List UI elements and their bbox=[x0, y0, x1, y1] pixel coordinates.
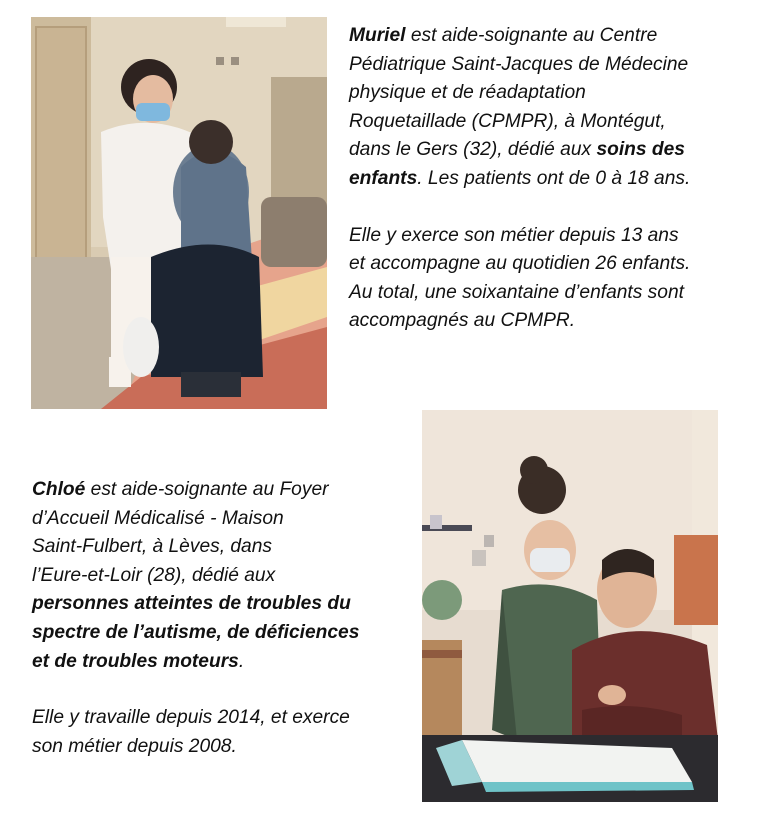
bold-text-run: enfants bbox=[349, 167, 418, 189]
photo-chloe-with-resident bbox=[422, 410, 718, 802]
bold-text-run: spectre de l’autisme, de déficiences bbox=[32, 621, 360, 643]
bold-text-run: Muriel bbox=[349, 25, 406, 46]
text-run: Elle y exerce son métier depuis 13 ans bbox=[349, 224, 679, 246]
text-run: est aide-soignante au Foyer bbox=[85, 479, 329, 500]
muriel-paragraph-1 bbox=[349, 22, 769, 194]
text-run: Elle y travaille depuis 2014, et exerce bbox=[32, 707, 350, 729]
text-run: accompagnés au CPMPR. bbox=[349, 310, 576, 332]
bold-text-run: soins des bbox=[596, 139, 685, 161]
text-run: physique et de réadaptation bbox=[349, 82, 586, 104]
text-run: l’Eure-et-Loir (28), dédié aux bbox=[32, 564, 276, 586]
muriel-paragraph-2 bbox=[349, 222, 769, 336]
text-run: est aide-soignante au Centre bbox=[405, 25, 658, 46]
text-run: Roquetaillade (CPMPR), à Montégut, bbox=[349, 110, 666, 132]
text-run: Saint-Fulbert, à Lèves, dans bbox=[32, 536, 272, 558]
bold-text-run: et de troubles moteurs bbox=[32, 650, 239, 672]
text-run: . Les patients ont de 0 à 18 ans. bbox=[417, 167, 691, 189]
chloe-paragraph-2 bbox=[32, 704, 412, 761]
bold-text-run: personnes atteintes de troubles du bbox=[32, 593, 351, 615]
text-run: son métier depuis 2008. bbox=[32, 735, 237, 757]
photo-muriel-with-patient bbox=[31, 17, 327, 409]
text-run: et accompagne au quotidien 26 enfants. bbox=[349, 253, 691, 275]
muriel-text-block bbox=[349, 22, 769, 336]
text-run: . bbox=[238, 650, 245, 672]
chloe-text-block bbox=[32, 476, 412, 761]
text-run: d’Accueil Médicalisé - Maison bbox=[32, 507, 284, 529]
text-run: Au total, une soixantaine d’enfants sont bbox=[349, 281, 684, 303]
text-run: dans le Gers (32), dédié aux bbox=[349, 139, 597, 161]
bold-text-run: Chloé bbox=[32, 479, 86, 500]
text-run: Pédiatrique Saint-Jacques de Médecine bbox=[349, 53, 689, 75]
chloe-paragraph-1 bbox=[32, 476, 412, 676]
